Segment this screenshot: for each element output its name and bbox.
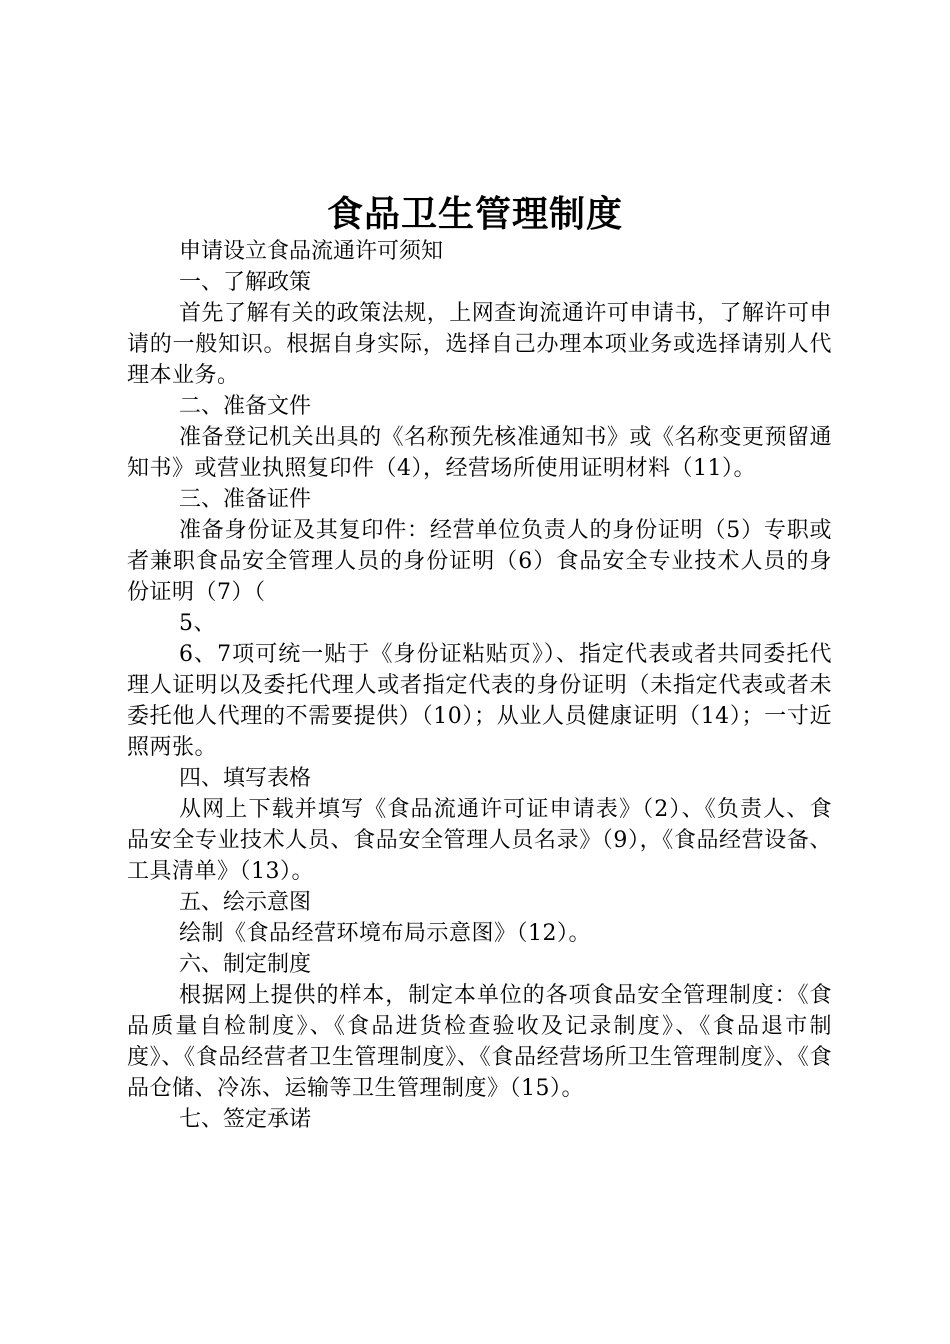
section-heading-6: 六、制定制度 <box>179 952 312 977</box>
section-paragraph: 从网上下载并填写《食品流通许可证申请表》（2）、《负责人、食品安全专业技术人员、食品安全管理人员名录》（9），《食品经营设备、工具清单》（13）。 <box>127 797 832 884</box>
section-paragraph: 根据网上提供的样本，制定本单位的各项食品安全管理制度：《食品质量自检制度》、《食品进货检查验收及记录制度》、《食品退市制度》、《食品经营者卫生管理制度》、《食品经营场所卫生管理制度》、《食品仓储、冷冻、运输等卫生管理制度》（15）。 <box>127 983 832 1101</box>
section-paragraph: 准备身份证及其复印件：经营单位负责人的身份证明（5）专职或者兼职食品安全管理人员的身份证明（6）食品安全专业技术人员的身份证明（7）（ <box>127 518 832 605</box>
document-intro: 申请设立食品流通许可须知 <box>179 239 444 264</box>
section-paragraph: 6、7项可统一贴于《身份证粘贴页》）、指定代表或者共同委托代理人证明以及委托代理人或者指定代表的身份证明（未指定代表或者未委托他人代理的不需要提供）（10）；从业人员健康证明（14）；一寸近照两张。 <box>127 642 832 760</box>
section-paragraph: 首先了解有关的政策法规，上网查询流通许可申请书，了解许可申请的一般知识。根据自身实际，选择自己办理本项业务或选择请别人代理本业务。 <box>127 301 832 388</box>
section-heading-3: 三、准备证件 <box>179 487 312 512</box>
section-heading-1: 一、了解政策 <box>179 270 312 295</box>
section-heading-2: 二、准备文件 <box>179 394 312 419</box>
document-title: 食品卫生管理制度 <box>326 194 623 235</box>
section-heading-7: 七、签定承诺 <box>179 1107 312 1132</box>
section-paragraph: 5、 <box>179 611 216 636</box>
section-paragraph: 绘制《食品经营环境布局示意图》（12）。 <box>179 921 591 946</box>
document-body <box>127 236 832 1135</box>
section-heading-5: 五、绘示意图 <box>179 890 312 915</box>
section-heading-4: 四、填写表格 <box>179 766 312 791</box>
section-paragraph: 准备登记机关出具的《名称预先核准通知书》或《名称变更预留通知书》或营业执照复印件（4），经营场所使用证明材料（11）。 <box>127 425 832 481</box>
